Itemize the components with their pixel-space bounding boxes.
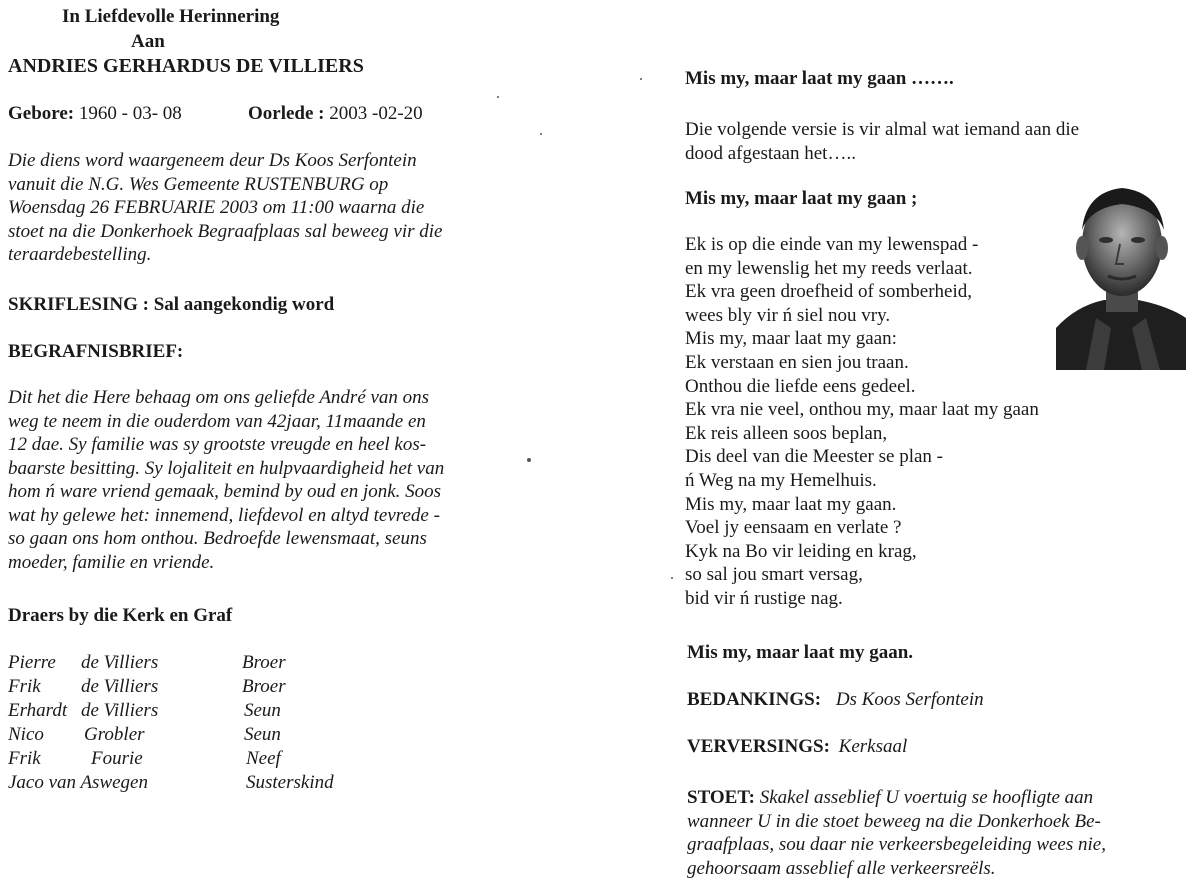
letter-line: so gaan ons hom onthou. Bedroefde lewensmaat, seuns	[8, 528, 427, 549]
poem-line: Ek vra geen droefheid of somberheid,	[685, 281, 973, 303]
procession-line: graafplaas, sou daar nie verkeersbegeleiding wees nie,	[687, 834, 1106, 855]
poem-closing: Mis my, maar laat my gaan.	[687, 642, 914, 663]
poem-line: ń Weg na my Hemelhuis.	[685, 469, 877, 491]
poem-line: Ek reis alleen soos beplan,	[685, 422, 888, 444]
funeral-letter-paragraph	[8, 386, 444, 574]
poem-line: Dis deel van die Meester se plan -	[685, 446, 943, 468]
birth-info	[8, 103, 182, 125]
portrait-image	[1056, 178, 1186, 370]
poem-line: wees bly vir ń siel nou vry.	[685, 304, 891, 326]
poem-line: Mis my, maar laat my gaan.	[685, 493, 897, 515]
poem-line: Mis my, maar laat my gaan:	[685, 328, 897, 350]
scan-speck	[671, 577, 673, 579]
scan-speck	[540, 133, 542, 135]
bearer-last-name: de Villiers	[81, 700, 159, 721]
bearer-first-name: Erhardt	[8, 700, 68, 721]
bearer-first-name: Nico	[8, 724, 44, 745]
service-line: Die diens word waargeneem deur Ds Koos Serfontein	[8, 150, 417, 171]
bearer-first-name: Frik	[8, 676, 41, 697]
service-line: Woensdag 26 FEBRUARIE 2003 om 11:00 waarna die	[8, 197, 425, 218]
header-to: Aan	[131, 31, 165, 52]
bearer-relation: Broer	[242, 652, 286, 673]
letter-line: Dit het die Here behaag om ons geliefde André van ons	[8, 387, 430, 408]
poem-line: Ek verstaan en sien jou traan.	[685, 351, 909, 373]
refreshments-row	[687, 736, 907, 758]
bearers-heading: Draers by die Kerk en Graf	[8, 605, 233, 626]
poem-line: Kyk na Bo vir leiding en krag,	[685, 540, 917, 562]
service-line: stoet na die Donkerhoek Begraafplaas sal beweeg vir die	[8, 220, 443, 242]
intro-line: Die volgende versie is vir almal wat iemand aan die	[685, 119, 1080, 140]
poem-line: Ek is op die einde van my lewenspad -	[685, 234, 979, 255]
bearer-relation: Broer	[242, 676, 286, 697]
letter-line: 12 dae. Sy familie was sy grootste vreugde en heel kos-	[8, 434, 427, 455]
funeral-letter-heading: BEGRAFNISBRIEF:	[8, 341, 184, 362]
died-label: Oorlede :	[248, 103, 325, 124]
portrait-photo	[1056, 178, 1186, 370]
header-in-loving-memory: In Liefdevolle Herinnering	[62, 6, 280, 27]
bearer-relation: Seun	[244, 700, 281, 721]
procession-line: wanneer U in die stoet beweeg na die Donkerhoek Be-	[687, 810, 1101, 832]
service-line: teraardebestelling.	[8, 244, 152, 265]
procession-paragraph	[687, 786, 1106, 880]
bearer-first-name: Pierre	[8, 652, 56, 673]
poem-line: bid vir ń rustige nag.	[685, 587, 843, 609]
deceased-name: ANDRIES GERHARDUS DE VILLIERS	[8, 55, 364, 77]
procession-first-line	[687, 786, 1106, 810]
refreshments-label: VERVERSINGS:	[687, 736, 830, 757]
poem-heading: Mis my, maar laat my gaan ;	[685, 188, 918, 209]
bearer-last-name: Fourie	[91, 748, 143, 769]
born-date: 1960 - 03- 08	[78, 103, 182, 124]
procession-line: Skakel asseblief U voertuig se hoofligte aan	[759, 787, 1094, 808]
thanks-label: BEDANKINGS:	[687, 689, 822, 710]
bearer-last-name: de Villiers	[81, 652, 159, 673]
born-label: Gebore:	[8, 103, 75, 124]
scan-speck	[497, 96, 499, 98]
death-info	[248, 103, 423, 125]
bearer-relation: Susterskind	[246, 772, 334, 793]
bearer-last-name: Grobler	[84, 724, 145, 745]
poem-line: Onthou die liefde eens gedeel.	[685, 375, 916, 397]
bearer-relation: Seun	[244, 724, 281, 745]
letter-line: hom ń ware vriend gemaak, bemind by oud en jonk. Soos	[8, 481, 442, 502]
poem-title: Mis my, maar laat my gaan …….	[685, 68, 954, 89]
thanks-value: Ds Koos Serfontein	[835, 689, 984, 710]
thanks-row	[687, 689, 984, 711]
poem-body	[685, 233, 1039, 611]
intro-line: dood afgestaan het…..	[685, 143, 856, 164]
scripture-heading: SKRIFLESING : Sal aangekondig word	[8, 294, 335, 315]
poem-line: so sal jou smart versag,	[685, 564, 863, 586]
letter-line: wat hy gelewe het: innemend, liefdevol en altyd tevrede -	[8, 504, 440, 526]
died-date: 2003 -02-20	[329, 103, 423, 124]
bearer-first-name: Frik	[8, 748, 41, 769]
scan-speck	[640, 78, 642, 80]
poem-line: en my lewenslig het my reeds verlaat.	[685, 257, 973, 279]
bearer-relation: Neef	[246, 748, 281, 769]
bearer-first-name: Jaco van Aswegen	[8, 772, 148, 793]
poem-line: Voel jy eensaam en verlate ?	[685, 517, 902, 539]
letter-line: weg te neem in die ouderdom van 42jaar, 11maande en	[8, 410, 426, 432]
service-line: vanuit die N.G. Wes Gemeente RUSTENBURG op	[8, 173, 389, 195]
refreshments-value: Kerksaal	[838, 736, 908, 757]
procession-line: gehoorsaam asseblief alle verkeersreëls.	[687, 857, 996, 879]
letter-line: moeder, familie en vriende.	[8, 551, 215, 573]
procession-label: STOET:	[687, 787, 755, 808]
service-paragraph	[8, 149, 442, 267]
scan-speck	[527, 458, 531, 462]
letter-line: baarste besitting. Sy lojaliteit en hulpvaardigheid het van	[8, 457, 445, 479]
bearer-last-name: de Villiers	[81, 676, 159, 697]
poem-intro	[685, 118, 1079, 166]
poem-line: Ek vra nie veel, onthou my, maar laat my gaan	[685, 399, 1039, 421]
